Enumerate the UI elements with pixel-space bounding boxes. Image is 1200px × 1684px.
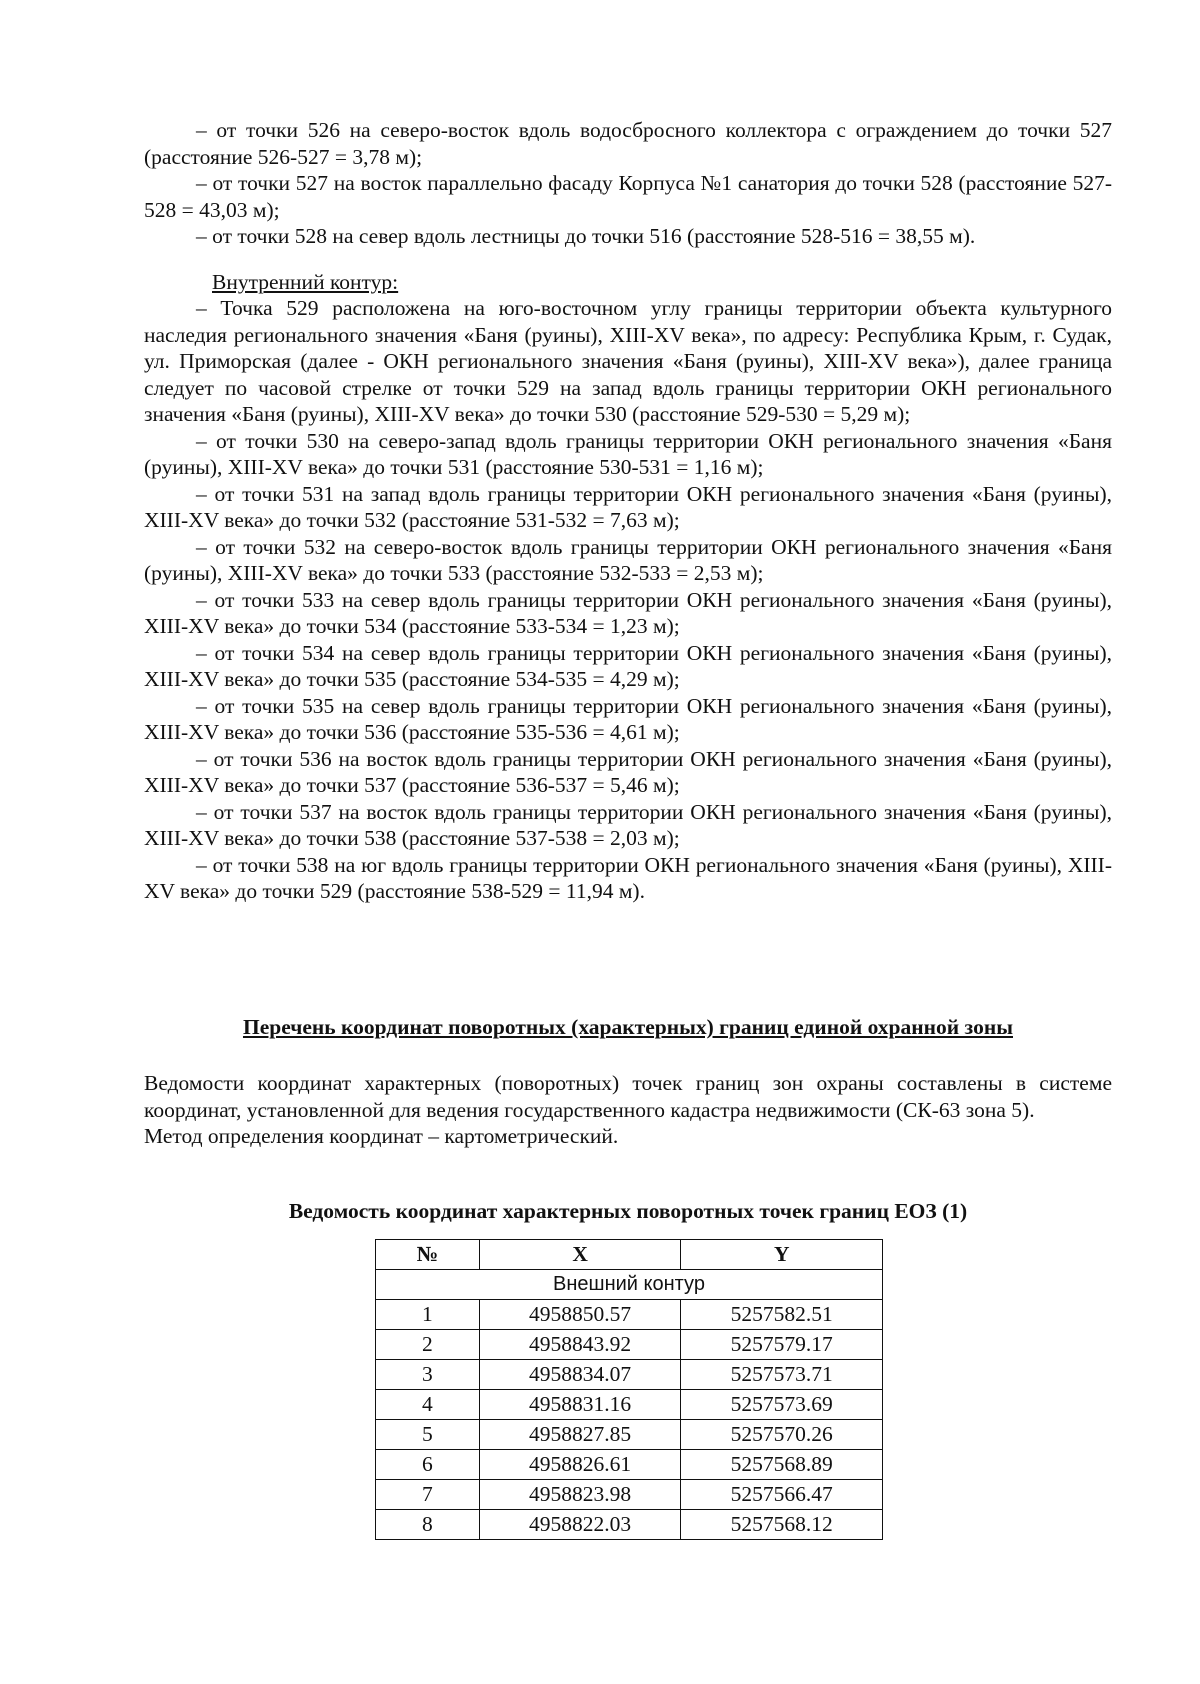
route-paragraph: – от точки 530 на северо-запад вдоль границы территории ОКН регионального значения «Баня (руины), XIII-XV века» до точки 531 (расстояние 530-531 = 1,16 м); [144, 428, 1112, 479]
method-section [144, 1070, 1112, 1150]
column-header-y: Y [681, 1240, 883, 1270]
table-row [376, 1420, 883, 1450]
method-text: Метод определения координат – картометрический. [144, 1124, 619, 1148]
x-coordinate: 4958843.92 [479, 1330, 681, 1360]
table-row [376, 1480, 883, 1510]
x-coordinate: 4958834.07 [479, 1360, 681, 1390]
route-paragraph: – от точки 538 на юг вдоль границы территории ОКН регионального значения «Баня (руины), XIII-XV века» до точки 529 (расстояние 538-529 = 11,94 м). [144, 852, 1112, 903]
route-paragraph: – от точки 528 на север вдоль лестницы до точки 516 (расстояние 528-516 = 38,55 м). [196, 224, 976, 248]
x-coordinate: 4958826.61 [479, 1450, 681, 1480]
point-number: 4 [376, 1390, 480, 1420]
coordinate-system-text: Ведомости координат характерных (поворотных) точек границ зон охраны составлены в системе координат, установленной для ведения государственного кадастра недвижимости (СК-63 зона 5). [144, 1071, 1112, 1122]
table-header-row [376, 1240, 883, 1270]
table-title: Ведомость координат характерных поворотных точек границ ЕОЗ (1) [288, 1199, 968, 1223]
point-number: 7 [376, 1480, 480, 1510]
point-number: 2 [376, 1330, 480, 1360]
table-group-row [376, 1270, 883, 1300]
x-coordinate: 4958822.03 [479, 1510, 681, 1540]
route-paragraph: – от точки 535 на север вдоль границы территории ОКН регионального значения «Баня (руины), XIII-XV века» до точки 536 (расстояние 535-536 = 4,61 м); [144, 693, 1112, 744]
y-coordinate: 5257582.51 [681, 1300, 883, 1330]
point-number: 6 [376, 1450, 480, 1480]
x-coordinate: 4958827.85 [479, 1420, 681, 1450]
y-coordinate: 5257573.71 [681, 1360, 883, 1390]
point-number: 5 [376, 1420, 480, 1450]
inner-contour-heading: Внутренний контур: [212, 269, 399, 294]
y-coordinate: 5257579.17 [681, 1330, 883, 1360]
intro-section [144, 117, 1112, 905]
route-paragraph: – от точки 533 на север вдоль границы территории ОКН регионального значения «Баня (руины), XIII-XV века» до точки 534 (расстояние 533-534 = 1,23 м); [144, 587, 1112, 638]
route-paragraph: – от точки 531 на запад вдоль границы территории ОКН регионального значения «Баня (руины), XIII-XV века» до точки 532 (расстояние 531-532 = 7,63 м); [144, 481, 1112, 532]
point-number: 8 [376, 1510, 480, 1540]
point-number: 1 [376, 1300, 480, 1330]
contour-group-label: Внешний контур [376, 1270, 883, 1300]
route-paragraph: – от точки 526 на северо-восток вдоль водосбросного коллектора с ограждением до точки 527 (расстояние 526-527 = 3,78 м); [144, 118, 1112, 169]
x-coordinate: 4958831.16 [479, 1390, 681, 1420]
route-paragraph: – от точки 527 на восток параллельно фасаду Корпуса №1 санатория до точки 528 (расстояние 527-528 = 43,03 м); [144, 171, 1112, 222]
column-header-x: X [479, 1240, 681, 1270]
route-paragraph: – от точки 536 на восток вдоль границы территории ОКН регионального значения «Баня (руины), XIII-XV века» до точки 537 (расстояние 536-537 = 5,46 м); [144, 746, 1112, 797]
x-coordinate: 4958850.57 [479, 1300, 681, 1330]
table-row [376, 1360, 883, 1390]
table-row [376, 1300, 883, 1330]
x-coordinate: 4958823.98 [479, 1480, 681, 1510]
route-paragraph: – от точки 534 на север вдоль границы территории ОКН регионального значения «Баня (руины), XIII-XV века» до точки 535 (расстояние 534-535 = 4,29 м); [144, 640, 1112, 691]
table-row [376, 1450, 883, 1480]
table-row [376, 1510, 883, 1540]
coordinates-table [375, 1239, 883, 1540]
y-coordinate: 5257568.12 [681, 1510, 883, 1540]
route-paragraph: – от точки 537 на восток вдоль границы территории ОКН регионального значения «Баня (руины), XIII-XV века» до точки 538 (расстояние 537-538 = 2,03 м); [144, 799, 1112, 850]
y-coordinate: 5257568.89 [681, 1450, 883, 1480]
route-paragraph: – от точки 532 на северо-восток вдоль границы территории ОКН регионального значения «Баня (руины), XIII-XV века» до точки 533 (расстояние 532-533 = 2,53 м); [144, 534, 1112, 585]
y-coordinate: 5257566.47 [681, 1480, 883, 1510]
y-coordinate: 5257573.69 [681, 1390, 883, 1420]
y-coordinate: 5257570.26 [681, 1420, 883, 1450]
route-paragraph: – Точка 529 расположена на юго-восточном углу границы территории объекта культурного наследия регионального значения «Баня (руины), XIII-XV века», по адресу: Республика Крым, г. Судак, ул. Приморская (далее - ОКН регионального значения «Баня (руины), XIII-XV века»), далее граница следует по часовой стрелке от точки 529 на запад вдоль границы территории ОКН регионального значения «Баня (руины), XIII-XV века» до точки 530 (расстояние 529-530 = 5,29 м); [144, 296, 1112, 426]
point-number: 3 [376, 1360, 480, 1390]
table-row [376, 1390, 883, 1420]
column-header-number: № [376, 1240, 480, 1270]
table-row [376, 1330, 883, 1360]
section-title: Перечень координат поворотных (характерных) границ единой охранной зоны [242, 1015, 1013, 1039]
